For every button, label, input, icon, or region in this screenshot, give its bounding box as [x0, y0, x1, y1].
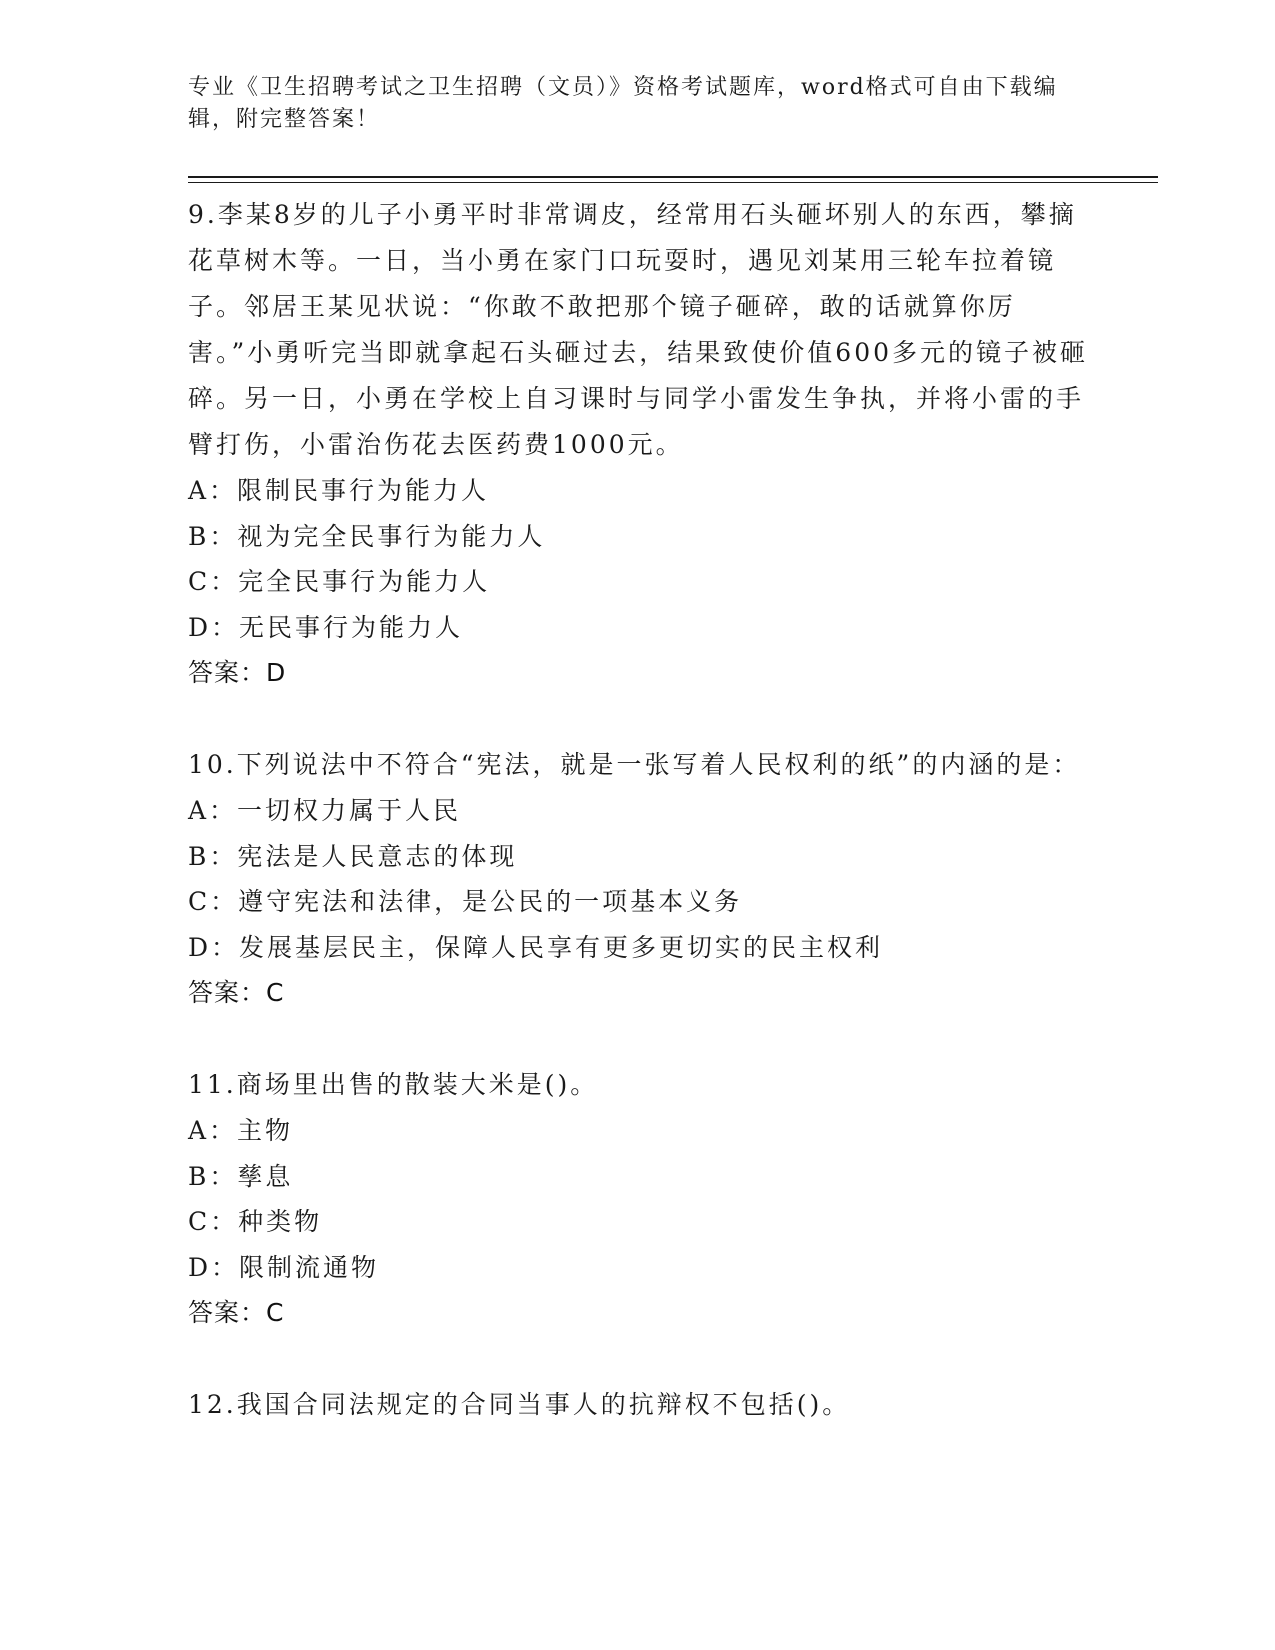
question-12	[188, 1382, 1088, 1428]
option-b: B：孳息	[188, 1161, 294, 1191]
header-divider-thin	[188, 182, 1158, 183]
option-a: A：一切权力属于人民	[188, 796, 462, 825]
option-d: D：限制流通物	[188, 1252, 380, 1282]
question-9	[188, 192, 1088, 696]
header-divider-thick	[188, 176, 1158, 178]
question-stem: 10.下列说法中不符合“宪法，就是一张写着人民权利的纸”的内涵的是：	[188, 750, 1081, 779]
option-b: B：宪法是人民意志的体现	[188, 841, 518, 871]
spacer	[188, 696, 1088, 742]
question-stem: 11.商场里出售的散装大米是()。	[188, 1070, 599, 1099]
answer-line: 答案：D	[188, 658, 287, 687]
option-d: D：无民事行为能力人	[188, 612, 464, 642]
question-list	[188, 192, 1088, 1428]
document-header: 专业《卫生招聘考试之卫生招聘（文员）》资格考试题库，word格式可自由下载编辑，附完整答案！	[188, 75, 1058, 132]
question-stem: 12.我国合同法规定的合同当事人的抗辩权不包括()。	[188, 1390, 851, 1419]
question-10	[188, 742, 1088, 1016]
option-d: D：发展基层民主，保障人民享有更多更切实的民主权利	[188, 932, 884, 962]
question-stem: 9.李某8岁的儿子小勇平时非常调皮，经常用石头砸坏别人的东西，攀摘花草树木等。一日，当小勇在家门口玩耍时，遇见刘某用三轮车拉着镜子。邻居王某见状说：“你敢不敢把那个镜子砸碎，敢的话就算你厉害。”小勇听完当即就拿起石头砸过去，结果致使价值600多元的镜子被砸碎。另一日，小勇在学校上自习课时与同学小雷发生争执，并将小雷的手臂打伤，小雷治伤花去医药费1000元。	[188, 200, 1089, 459]
option-c: C：完全民事行为能力人	[188, 567, 491, 596]
option-a: A：主物	[188, 1116, 294, 1145]
spacer	[188, 1336, 1088, 1382]
option-c: C：种类物	[188, 1207, 323, 1236]
answer-line: 答案：C	[188, 1298, 285, 1327]
spacer	[188, 1016, 1088, 1062]
option-b: B：视为完全民事行为能力人	[188, 521, 546, 551]
option-c: C：遵守宪法和法律，是公民的一项基本义务	[188, 887, 743, 916]
option-a: A：限制民事行为能力人	[188, 476, 490, 505]
answer-line: 答案：C	[188, 978, 285, 1007]
question-11	[188, 1062, 1088, 1336]
